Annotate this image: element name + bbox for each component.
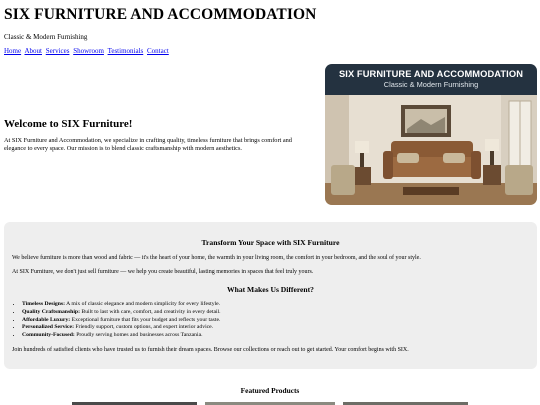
about-heading: Transform Your Space with SIX Furniture [201,238,340,247]
feature-label: Quality Craftsmanship: [22,308,80,315]
feature-label: Timeless Designs: [22,301,66,307]
feature-text: Built to last with care, comfort, and creativity in every detail. [81,308,221,315]
feature-item [22,332,221,340]
living-room-illustration [325,95,537,205]
feature-text: A mix of classic elegance and modern simplicity for every lifestyle. [66,301,221,307]
feature-item [22,317,221,325]
feature-text: Friendly support, custom options, and expert interior advice. [75,324,214,331]
feature-label: Community-Focused: [22,332,75,338]
featured-heading: Featured Products [240,386,300,395]
main-nav [4,47,171,55]
hero-image [325,64,537,205]
nav-link-services[interactable]: Services [45,47,70,55]
hero-title: SIX FURNITURE AND ACCOMMODATION [338,69,524,79]
nav-link-home[interactable]: Home [4,47,22,55]
feature-label: Personalized Service: [22,324,74,331]
hero-banner [325,64,537,95]
feature-text: Proudly serving homes and businesses across Tanzania. [76,332,203,338]
feature-label: Affordable Luxury: [22,316,71,323]
site-title: SIX FURNITURE AND ACCOMMODATION [4,6,317,23]
welcome-title: Welcome to SIX Furniture! [4,118,133,130]
differences-heading: What Makes Us Different? [227,285,314,294]
feature-text: Exceptional furniture that fits your budget and reflects your taste. [71,316,221,323]
feature-item [22,309,221,317]
site-tagline: Classic & Modern Furnishing [4,33,88,41]
about-paragraph-2: At SIX Furniture, we don't just sell furniture — we help you create beautiful, lasting memories in spaces that feel truly yours. [12,269,314,275]
features-list [12,301,221,340]
nav-link-showroom[interactable]: Showroom [73,47,104,55]
hero-subtitle: Classic & Modern Furnishing [383,80,479,89]
about-closing: Join hundreds of satisfied clients who have trusted us to furnish their dream spaces. Browse our collections or reach out to get started. Your comfort begins with SIX. [12,347,409,353]
nav-link-about[interactable]: About [24,47,42,55]
about-panel [4,222,537,369]
nav-link-contact[interactable]: Contact [147,47,169,55]
welcome-text: At SIX Furniture and Accommodation, we specialize in crafting quality, timeless furniture that brings comfort and elegance to every space. Our mission is to blend classic craftsmanship with modern aesthetics. [4,137,292,153]
feature-item [22,324,221,332]
nav-link-testimonials[interactable]: Testimonials [107,47,144,55]
feature-item [22,301,221,309]
about-paragraph-1: We believe furniture is more than wood and fabric — it's the heart of your home, the warmth in your living room, the comfort in your bedroom, and the soul of your style. [12,255,421,261]
